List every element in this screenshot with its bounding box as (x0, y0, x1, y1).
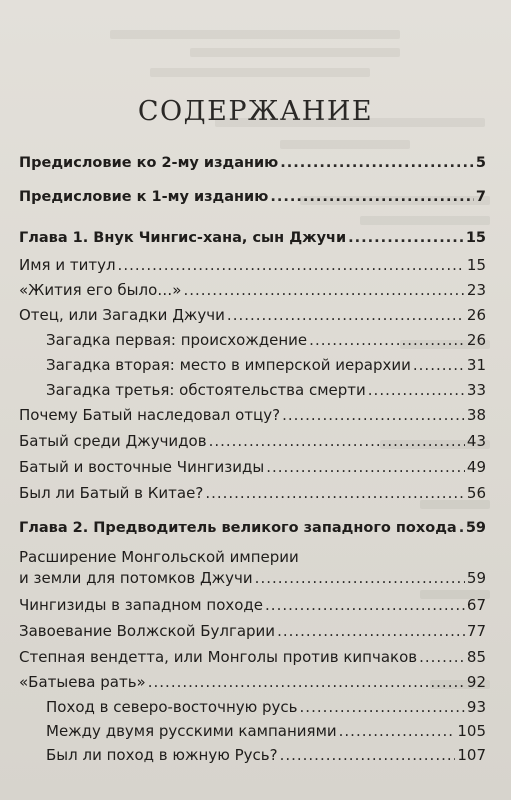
toc-entry (19, 622, 486, 640)
toc-entry-label: Степная вендетта, или Монголы против кипчаков (19, 648, 418, 666)
toc-entry-page: 26 (466, 331, 486, 349)
toc-entry-label: Имя и титул (19, 256, 116, 274)
toc-entry-label: Загадка первая: происхождение (46, 331, 308, 349)
toc-entry-page: 105 (457, 722, 486, 740)
toc-entry (19, 432, 486, 450)
toc-entry (19, 281, 486, 299)
toc-entry (19, 458, 486, 476)
toc-entry-page: 15 (465, 230, 486, 246)
toc-entry-page: 92 (466, 673, 486, 691)
toc-entry-label-line2: и земли для потомков Джучи (19, 569, 253, 587)
toc-subentry (46, 746, 486, 764)
leader-dots (339, 722, 456, 740)
toc-entry-line2 (19, 568, 486, 589)
toc-entry-label: Почему Батый наследовал отцу? (19, 406, 281, 424)
toc-entry-label: Глава 2. Предводитель великого западного похода (19, 520, 457, 536)
toc-entry (19, 306, 486, 324)
toc-entry-label: Между двумя русскими кампаниями (46, 722, 337, 740)
toc-entry-page: 15 (466, 256, 486, 274)
leader-dots (270, 189, 474, 205)
toc-subentry (46, 698, 486, 716)
toc-entry-label: Был ли Батый в Китае? (19, 484, 204, 502)
toc-entry (19, 484, 486, 502)
leader-dots (266, 458, 465, 476)
toc-subentry (46, 722, 486, 740)
toc-entry-label: Чингизиды в западном походе (19, 596, 264, 614)
toc-entry-label: «Жития его было…» (19, 281, 182, 299)
toc-entry-label: Завоевание Волжской Булгарии (19, 622, 276, 640)
toc-entry (19, 155, 486, 171)
leader-dots (183, 281, 464, 299)
toc-entry-page: 23 (466, 281, 486, 299)
leader-dots (282, 406, 465, 424)
toc-entry (19, 596, 486, 614)
toc-entry-page: 56 (466, 484, 486, 502)
leader-dots (118, 256, 465, 274)
toc-chapter-entry (19, 520, 486, 536)
leader-dots (419, 648, 465, 666)
toc-entry (19, 673, 486, 691)
toc-entry-label: Батый среди Джучидов (19, 432, 207, 450)
toc-subentry (46, 381, 486, 399)
toc-entry-label: Батый и восточные Чингизиды (19, 458, 265, 476)
toc-entry-label: Загадка третья: обстоятельства смерти (46, 381, 366, 399)
toc-entry (19, 256, 486, 274)
toc-entry-page: 26 (466, 306, 486, 324)
leader-dots (265, 596, 465, 614)
toc-entry-page: 43 (466, 432, 486, 450)
toc-entry-multiline (19, 547, 486, 589)
toc-entry-page: 107 (457, 746, 486, 764)
leader-dots (277, 622, 465, 640)
toc-entry-label: Загадка вторая: место в имперской иерархии (46, 356, 411, 374)
toc-entry-page: 33 (466, 381, 486, 399)
toc-entry-page: 67 (466, 596, 486, 614)
leader-dots (148, 673, 465, 691)
leader-dots (209, 432, 465, 450)
toc-entry-page: 93 (466, 698, 486, 716)
leader-dots (368, 381, 465, 399)
leader-dots (309, 331, 465, 349)
toc-entry-label: «Батыева рать» (19, 673, 146, 691)
toc-entry-page: 38 (466, 406, 486, 424)
toc-entry-page: 5 (475, 155, 486, 171)
toc-entry-page: 7 (475, 189, 486, 205)
toc-entry-page: 59 (466, 569, 486, 587)
leader-dots (227, 306, 465, 324)
leader-dots (280, 155, 474, 171)
leader-dots (280, 746, 456, 764)
toc-entry-label-line1: Расширение Монгольской империи (19, 548, 299, 566)
toc-entry-page: 77 (466, 622, 486, 640)
toc-entry (19, 648, 486, 666)
toc-chapter-entry (19, 230, 486, 246)
page-title: СОДЕРЖАНИЕ (137, 96, 374, 127)
toc-entry-label: Отец, или Загадки Джучи (19, 306, 225, 324)
toc-subentry (46, 356, 486, 374)
leader-dots (459, 520, 464, 536)
toc-entry-label: Предисловие ко 2-му изданию (19, 155, 279, 171)
toc-entry-page: 59 (465, 520, 486, 536)
leader-dots (255, 568, 465, 589)
toc-entry-label: Поход в северо-восточную русь (46, 698, 298, 716)
toc-entry-page: 31 (466, 356, 486, 374)
toc-entry-label: Предисловие к 1-му изданию (19, 189, 269, 205)
toc-entry-page: 85 (466, 648, 486, 666)
toc-entry-label: Глава 1. Внук Чингис-хана, сын Джучи (19, 230, 347, 246)
toc-entry-page: 49 (466, 458, 486, 476)
toc-entry-label: Был ли поход в южную Русь? (46, 746, 278, 764)
toc-entry (19, 406, 486, 424)
leader-dots (300, 698, 465, 716)
toc-entry (19, 189, 486, 205)
leader-dots (413, 356, 465, 374)
toc-subentry (46, 331, 486, 349)
leader-dots (205, 484, 465, 502)
leader-dots (348, 230, 464, 246)
